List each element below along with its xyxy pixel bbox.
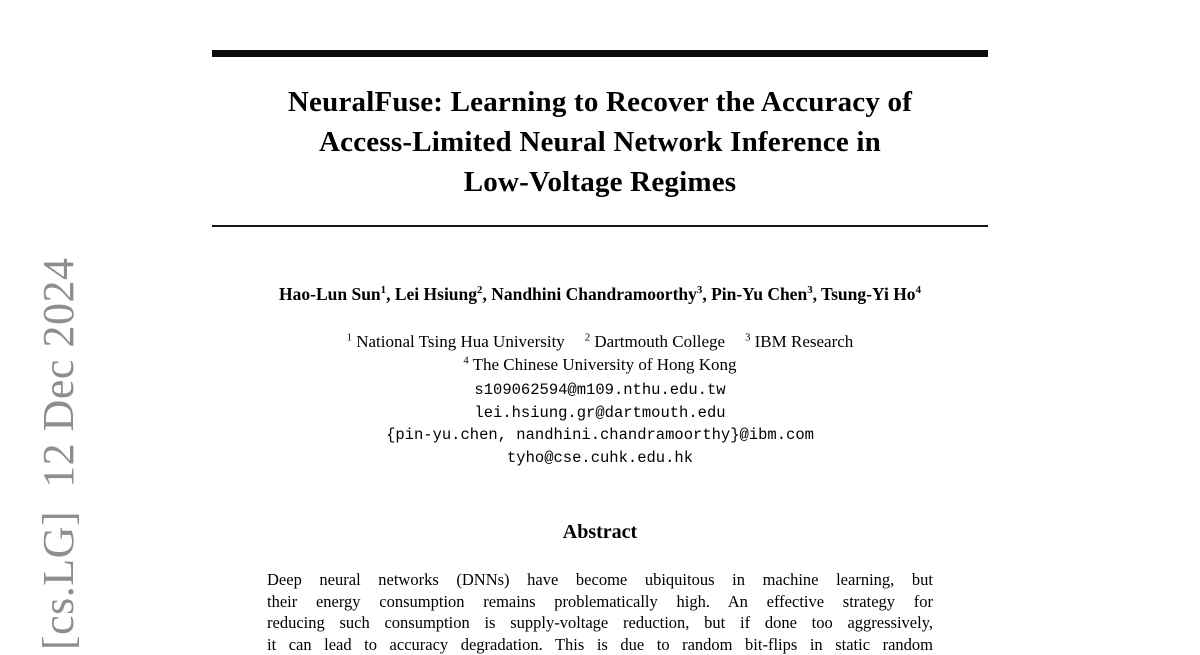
author-affil-sup: 3 [696, 284, 703, 297]
author-name: Pin-Yu Chen [711, 284, 808, 304]
author-affil-sup: 3 [807, 284, 813, 297]
affiliations [212, 330, 988, 376]
abstract-heading: Abstract [562, 521, 638, 543]
title-rule-top [212, 50, 988, 57]
author-name: Hao-Lun Sun [279, 284, 381, 304]
title-line: Access-Limited Neural Network Inference in [319, 126, 881, 158]
affiliation-sup: 4 [463, 355, 469, 367]
email-line: lei.hsiung.gr@dartmouth.edu [474, 403, 726, 422]
author-name: Lei Hsiung [394, 284, 478, 304]
authors-line: Hao-Lun Sun$^1$, Lei Hsiung$^2$, Nandhini Chandramoorthy$^3$, Pin-Yu Chen$^3$, Tsung-Yi Ho$^4$ [279, 284, 921, 304]
affiliation-sup: 1 [346, 332, 352, 344]
title-line: Low-Voltage Regimes [463, 166, 737, 198]
affiliation-sup: 3 [745, 332, 751, 344]
author-name: Tsung-Yi Ho [821, 284, 916, 304]
title-rule-bottom [212, 225, 988, 227]
affiliation-sup: 2 [584, 332, 591, 344]
title-line: NeuralFuse: Learning to Recover the Accuracy of [287, 86, 913, 118]
author-emails [212, 379, 988, 469]
author-affil-sup: 2 [477, 284, 483, 297]
author-affil-sup: 4 [915, 284, 921, 297]
abstract-text [267, 569, 933, 655]
affiliation-item: $^2$ Dartmouth College [584, 332, 726, 351]
affiliation-row [212, 330, 988, 353]
affiliation-item: $^1$ National Tsing Hua University [346, 332, 565, 351]
arxiv-category-stamp: [cs.LG] 12 Dec 2024 [34, 257, 83, 650]
email-line: s109062594@m109.nthu.edu.tw [474, 381, 726, 399]
abstract-line: it can lead to accuracy degradation. This is due to random bit-flips in static random [267, 634, 933, 654]
affiliation-item: $^3$ IBM Research [745, 332, 854, 351]
author-name: Nandhini Chandramoorthy [491, 284, 697, 304]
paper-page [212, 0, 988, 655]
abstract-line: their energy consumption remains problematically high. An effective strategy for [267, 591, 933, 611]
author-affil-sup: 1 [380, 284, 387, 297]
email-line: tyho@cse.cuhk.edu.hk [506, 448, 694, 467]
affiliation-row [212, 353, 988, 376]
abstract-line: Deep neural networks (DNNs) have become ubiquitous in machine learning, but [267, 570, 933, 589]
abstract-line: reducing such consumption is supply-voltage reduction, but if done too aggressively, [267, 613, 933, 633]
paper-title [212, 82, 988, 202]
email-line: {pin-yu.chen, nandhini.chandramoorthy}@ibm.com [386, 426, 814, 444]
affiliation-item: $^4$ The Chinese University of Hong Kong [463, 355, 737, 374]
